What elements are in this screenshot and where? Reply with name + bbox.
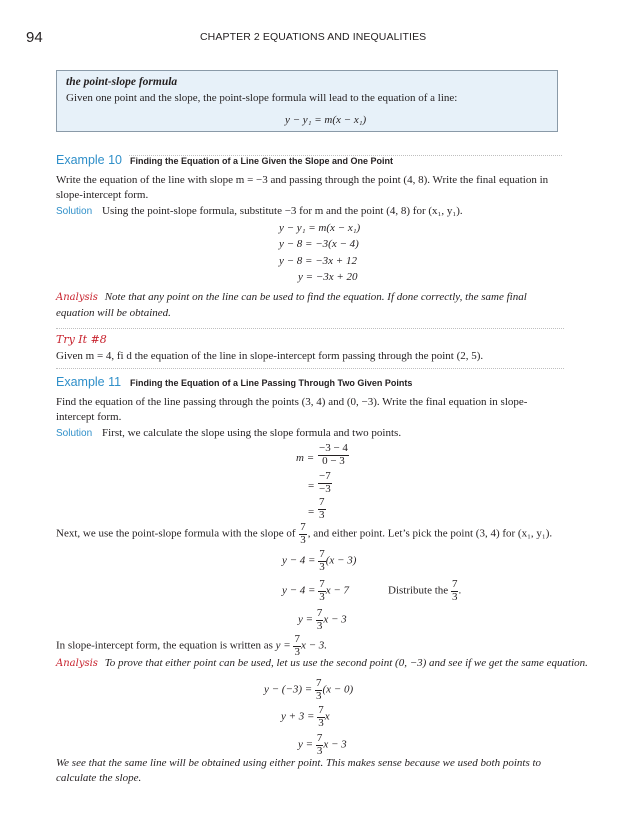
period: . [458,584,462,597]
distribute-note [388,579,461,603]
fraction-denominator: 3 [319,560,325,573]
fraction-numerator: 7 [319,548,325,560]
si-text-a: In slope-intercept form, the equation is written as [56,639,273,652]
alt-step-1-rhs: (x − 0) [322,683,354,696]
fraction-numerator: 7 [451,578,458,590]
ps-step-2-lhs: y − 4 = [282,584,316,597]
slope-fraction-1 [318,443,349,467]
alt-step-1 [264,678,353,702]
try-it-text: Given m = 4, fi d the equation of the line in slope-intercept form passing through the point (2, 5). [56,350,484,362]
fraction-numerator: 7 [318,704,324,716]
example11-label: Example 11 [56,375,122,389]
alt-step-3-lhs: y = [298,738,314,751]
ps-step-3 [298,608,347,632]
formula-box-title: the point-slope formula [66,76,178,88]
fraction-denominator: 3 [318,716,324,729]
example10-step-4: y = −3x + 20 [298,271,358,283]
fraction-numerator: 7 [319,578,325,590]
alt-step-3-rhs: x − 3 [323,738,347,751]
try-it-label: Try It #8 [56,333,107,346]
example10-analysis [56,290,564,320]
formula-box [56,70,558,132]
slope-frac2-denominator: −3 [319,482,331,495]
slope-lhs: m = [296,452,315,464]
example11-conclusion: We see that the same line will be obtained using either point. This makes sense because we used both points to calculate the slope. [56,757,542,784]
fraction-denominator: 3 [300,533,306,546]
fraction-numerator: 7 [316,607,323,619]
fraction-denominator: 3 [315,689,322,702]
fraction-numerator: 7 [316,732,323,744]
divider [56,328,564,329]
ps-step-1-rhs: (x − 3) [325,554,357,567]
equals-sign: = [308,480,315,492]
example11-analysis [56,657,588,669]
si-text-b: y = [275,639,291,652]
si-text-c: x − 3. [300,639,328,652]
ps-step-2-rhs: x − 7 [325,584,350,597]
slope-fraction-2 [318,471,332,495]
example10-solution-text: Using the point-slope formula, substitute −3 for m and the point (4, 8) for (x₁, y₁). [102,205,463,217]
fraction-numerator: 7 [300,521,306,533]
example10-problem: Write the equation of the line with slope m = −3 and passing through the point (4, 8). Write the final equation in slope-intercept form. [56,174,549,201]
alt-step-3 [298,733,347,757]
alt-step-1-lhs: y − (−3) = [264,683,313,696]
alt-step-2-rhs: x [324,710,330,723]
example11-si-text [56,634,327,658]
example10-title: Finding the Equation of a Line Given the Slope and One Point [130,156,394,166]
alt-step-2-lhs: y + 3 = [281,710,315,723]
example11-analysis-label: Analysis [56,658,98,669]
next-text-a: Next, we use the point-slope formula with the slope of [56,527,296,540]
fraction-denominator: 3 [316,619,323,632]
example10-step-1: y − y₁ = m(x − x₁) [279,222,361,234]
chapter-header: CHAPTER 2 EQUATIONS AND INEQUALITIES [200,31,427,43]
slope-frac3-numerator: 7 [319,496,325,508]
equals-sign: = [308,506,315,518]
example11-next-text [56,522,552,546]
ps-step-3-rhs: x − 3 [323,613,347,626]
slope-frac1-numerator: −3 − 4 [319,442,348,454]
formula-box-text: Given one point and the slope, the point-slope formula will lead to the equation of a line: [66,92,458,104]
fraction-numerator: 7 [315,677,322,689]
slope-frac3-denominator: 3 [319,508,325,521]
fraction-denominator: 3 [451,590,458,603]
ps-step-1 [282,549,356,573]
example11-title: Finding the Equation of a Line Passing Through Two Given Points [130,378,413,388]
formula-box-equation: y − y₁ = m(x − x₁) [285,114,367,126]
alt-step-2 [281,705,330,729]
example10-step-2: y − 8 = −3(x − 4) [279,238,359,250]
example11-solution-text: First, we calculate the slope using the slope formula and two points. [102,427,402,439]
slope-fraction-3 [318,497,326,521]
example10-analysis-label: Analysis [56,292,98,303]
divider [56,368,564,369]
fraction-denominator: 3 [294,645,300,658]
ps-step-2 [282,579,349,603]
ps-step-1-lhs: y − 4 = [282,554,316,567]
page-number: 94 [26,29,43,46]
example11-problem: Find the equation of the line passing through the points (3, 4) and (0, −3). Write the final equation in slope-intercept form. [56,396,528,423]
distribute-text: Distribute the [388,584,449,597]
example10-solution-label: Solution [56,206,93,217]
example10-analysis-text: Note that any point on the line can be used to find the equation. If done correctly, the same final equation will be obtained. [56,291,527,319]
example11-solution-label: Solution [56,428,93,439]
fraction-denominator: 3 [319,590,325,603]
fraction-denominator: 3 [316,744,323,757]
ps-step-3-lhs: y = [298,613,314,626]
example11-analysis-text: To prove that either point can be used, let us use the second point (0, −3) and see if we get the same equation. [104,657,588,669]
example10-step-3: y − 8 = −3x + 12 [279,255,357,267]
next-text-b: , and either point. Let’s pick the point (3, 4) for (x₁, y₁). [307,527,553,540]
slope-frac2-numerator: −7 [319,470,331,482]
fraction-numerator: 7 [294,633,300,645]
slope-frac1-denominator: 0 − 3 [322,454,345,467]
example10-label: Example 10 [56,153,128,167]
